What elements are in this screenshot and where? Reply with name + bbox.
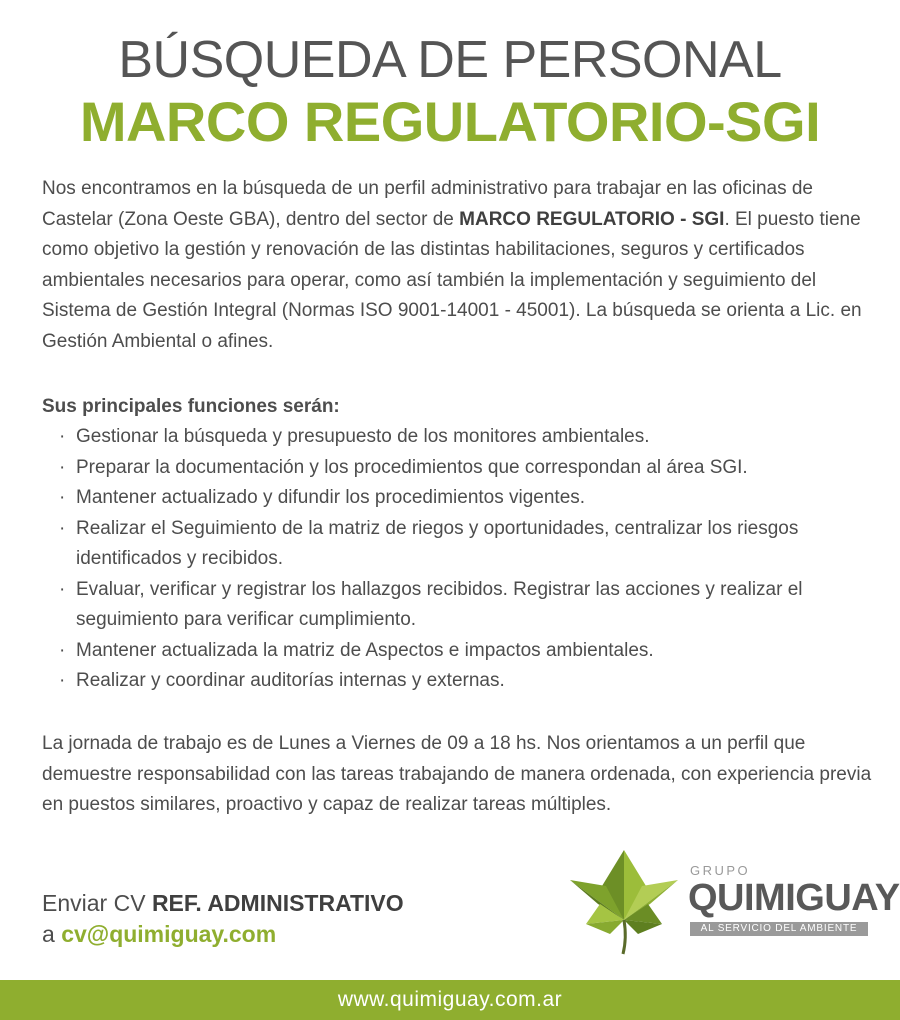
- list-item: [42, 453, 872, 484]
- apply-reference: REF. ADMINISTRATIVO: [151, 890, 404, 916]
- list-item: [42, 422, 872, 453]
- bullet-icon: ·: [59, 639, 66, 661]
- bullet-icon: ·: [59, 426, 66, 447]
- intro-sector-bold: MARCO REGULATORIO - SGI: [459, 208, 725, 230]
- logo-brand-name: QUIMIGUAY: [688, 877, 900, 919]
- intro-text-a: Nos encontramos en la búsqueda de un perfil administrativo para trabajar en las oficinas de Castelar (Zona Oeste GBA), dentro del sector de: [42, 178, 814, 230]
- apply-email-prefix: a: [42, 921, 62, 947]
- list-item-text: Mantener actualizada la matriz de Aspectos e impactos ambientales.: [76, 639, 654, 661]
- list-item: [42, 514, 872, 575]
- page-title: BÚSQUEDA DE PERSONAL: [118, 31, 782, 89]
- list-item-text: Realizar y coordinar auditorías internas y externas.: [76, 670, 505, 691]
- company-logo: [566, 846, 900, 958]
- maple-leaf-icon: [566, 846, 682, 958]
- logo-group-label: GRUPO: [690, 863, 751, 878]
- list-item-text: Preparar la documentación y los procedimientos que correspondan al área SGI.: [76, 456, 748, 478]
- bullet-icon: ·: [59, 578, 66, 600]
- apply-prefix: Enviar CV: [42, 890, 152, 916]
- apply-line-2: [42, 919, 404, 950]
- bullet-icon: ·: [59, 456, 66, 478]
- footer-bar: [0, 980, 900, 1020]
- list-item-text: Realizar el Seguimiento de la matriz de riegos y oportunidades, centralizar los riesgos identificados y recibidos.: [76, 517, 799, 569]
- footer-website-link[interactable]: www.quimiguay.com.ar: [337, 988, 563, 1011]
- list-item: [42, 666, 872, 697]
- intro-paragraph: [42, 174, 872, 357]
- list-item-text: Gestionar la búsqueda y presupuesto de los monitores ambientales.: [76, 426, 650, 447]
- logo-tagline: AL SERVICIO DEL AMBIENTE: [690, 922, 868, 936]
- list-item: [42, 636, 872, 667]
- functions-heading: Sus principales funciones serán:: [42, 396, 340, 417]
- apply-line-1: [42, 888, 404, 919]
- apply-email-link[interactable]: cv@quimiguay.com: [61, 921, 277, 947]
- bullet-icon: ·: [59, 670, 66, 691]
- closing-paragraph: La jornada de trabajo es de Lunes a Viernes de 09 a 18 hs. Nos orientamos a un perfil que demuestre responsabilidad con las tareas trabajando de manera ordenada, con experiencia previa en puestos similares, proactivo y capaz de realizar tareas múltiples.: [42, 733, 872, 815]
- list-item: [42, 483, 872, 514]
- intro-text-b: . El puesto tiene como objetivo la gestión y renovación de las distintas habilitaciones, seguros y certificados ambientales necesarios para operar, como así también la implementación y seguimiento del Sistema de Gestión Integral (Normas ISO 9001-14001 - 45001). La búsqueda se orienta a Lic. en Gestión Ambiental o afines.: [42, 208, 862, 352]
- list-item-text: Mantener actualizado y difundir los procedimientos vigentes.: [76, 487, 586, 508]
- functions-list: [42, 422, 872, 697]
- list-item: [42, 575, 872, 636]
- page-subtitle: MARCO REGULATORIO-SGI: [79, 90, 821, 153]
- bullet-icon: ·: [59, 517, 66, 539]
- apply-instructions: [42, 888, 404, 950]
- bullet-icon: ·: [59, 487, 66, 508]
- list-item-text: Evaluar, verificar y registrar los hallazgos recibidos. Registrar las acciones y realizar el seguimiento para verificar cumplimiento.: [76, 578, 803, 630]
